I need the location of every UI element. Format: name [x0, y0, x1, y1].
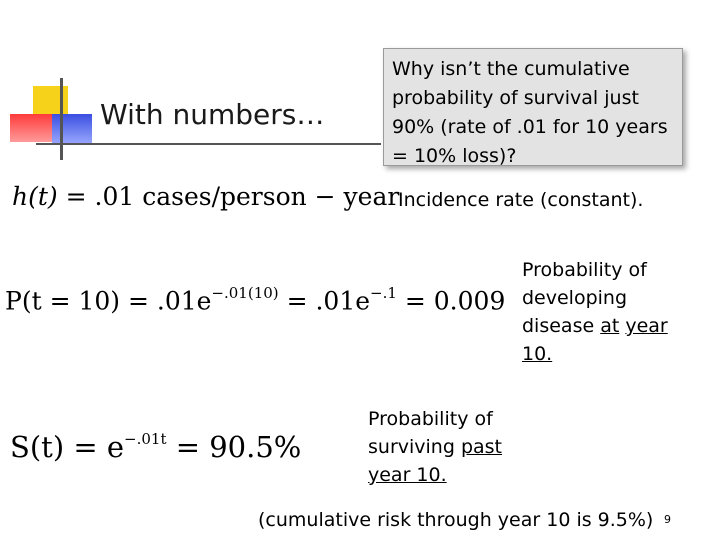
probability-equation: $P(t = 10) = .01e^{-.01(10)} = .01e^{-.1} = 0.009$: [5, 284, 506, 316]
survival-equation: $S(t) = e^{-.01t} = 90.5\%$: [10, 430, 302, 464]
logo-vertical-line: [60, 78, 63, 160]
logo-blue-square: [52, 114, 92, 144]
slide-title: With numbers…: [100, 98, 325, 131]
survival-note: Probability of surviving past year 10.: [368, 408, 503, 486]
incidence-note: Incidence rate (constant).: [398, 189, 644, 211]
logo-red-square: [10, 114, 52, 142]
page-number: 9: [664, 513, 671, 526]
hazard-equation: h(t) = .01 cases/person − year: [12, 182, 400, 211]
cumulative-risk-footer: (cumulative risk through year 10 is 9.5%): [258, 509, 654, 531]
callout-box: Why isn’t the cumulative probability of survival just 90% (rate of .01 for 10 years = 10% loss)?: [383, 48, 683, 166]
probability-note: Probability of developing disease at year 10.: [522, 259, 668, 365]
title-underline: [36, 143, 381, 145]
